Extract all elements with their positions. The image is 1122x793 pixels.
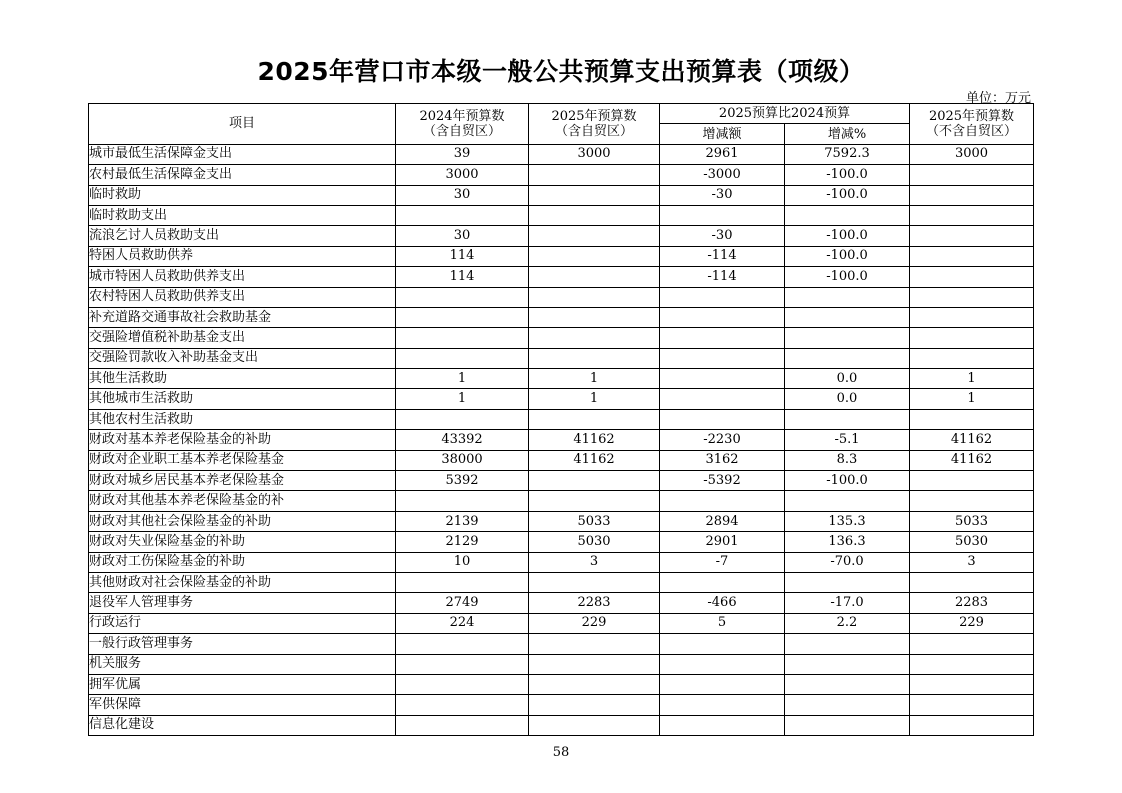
- cell-change-amount: [660, 389, 785, 409]
- cell-change-pct: -70.0: [785, 552, 910, 572]
- cell-2025: [529, 654, 660, 674]
- table-row: [89, 471, 1034, 491]
- cell-2025-excl: [910, 328, 1034, 348]
- cell-2024: [396, 715, 529, 735]
- cell-change-pct: [785, 715, 910, 735]
- cell-2025-excl: [910, 572, 1034, 592]
- table-row: [89, 552, 1034, 572]
- cell-change-pct: [785, 307, 910, 327]
- cell-change-pct: -100.0: [785, 471, 910, 491]
- cell-item-name: 其他农村生活救助: [89, 409, 396, 429]
- cell-item-name: 流浪乞讨人员救助支出: [89, 226, 396, 246]
- cell-change-amount: [660, 307, 785, 327]
- table-row: [89, 511, 1034, 531]
- cell-change-pct: -100.0: [785, 165, 910, 185]
- header-item: 项目: [89, 104, 396, 145]
- cell-item-name: 农村特困人员救助供养支出: [89, 287, 396, 307]
- table-row: [89, 144, 1034, 164]
- cell-2025-excl: [910, 205, 1034, 225]
- cell-2025: [529, 471, 660, 491]
- table-row: [89, 430, 1034, 450]
- cell-2024: [396, 674, 529, 694]
- cell-item-name: 交强险增值税补助基金支出: [89, 328, 396, 348]
- cell-change-amount: 2894: [660, 511, 785, 531]
- cell-change-amount: 5: [660, 613, 785, 633]
- cell-change-pct: 136.3: [785, 532, 910, 552]
- cell-2025-excl: [910, 634, 1034, 654]
- cell-2024: 1: [396, 369, 529, 389]
- table-row: [89, 715, 1034, 735]
- cell-change-amount: [660, 409, 785, 429]
- header-2024-budget: [396, 104, 529, 145]
- cell-item-name: 信息化建设: [89, 715, 396, 735]
- cell-2024: 38000: [396, 450, 529, 470]
- page-number: 58: [552, 745, 570, 760]
- cell-item-name: 财政对基本养老保险基金的补助: [89, 430, 396, 450]
- cell-change-pct: 0.0: [785, 389, 910, 409]
- cell-item-name: 财政对城乡居民基本养老保险基金: [89, 471, 396, 491]
- cell-2024: [396, 491, 529, 511]
- table-row: [89, 634, 1034, 654]
- cell-item-name: 补充道路交通事故社会救助基金: [89, 307, 396, 327]
- header-change-pct: 增减%: [785, 124, 910, 144]
- cell-change-amount: [660, 572, 785, 592]
- cell-2024: [396, 328, 529, 348]
- header-2025-budget-line1: 2025年预算数: [551, 108, 637, 124]
- header-2025-budget-excl: [910, 104, 1034, 145]
- table-row: [89, 572, 1034, 592]
- cell-2025: 41162: [529, 430, 660, 450]
- cell-change-amount: [660, 205, 785, 225]
- cell-change-pct: [785, 205, 910, 225]
- cell-2024: [396, 654, 529, 674]
- cell-change-pct: -5.1: [785, 430, 910, 450]
- cell-2025: [529, 226, 660, 246]
- cell-item-name: 特困人员救助供养: [89, 246, 396, 266]
- cell-item-name: 财政对其他基本养老保险基金的补: [89, 491, 396, 511]
- cell-change-pct: -100.0: [785, 246, 910, 266]
- cell-2025: [529, 246, 660, 266]
- cell-item-name: 机关服务: [89, 654, 396, 674]
- cell-2025-excl: 3: [910, 552, 1034, 572]
- cell-2024: 224: [396, 613, 529, 633]
- table-body: [89, 144, 1034, 735]
- cell-2025: [529, 715, 660, 735]
- cell-2025: 1: [529, 369, 660, 389]
- header-2024-budget-line1: 2024年预算数: [419, 108, 505, 124]
- table-row: [89, 165, 1034, 185]
- cell-item-name: 临时救助支出: [89, 205, 396, 225]
- cell-change-amount: -3000: [660, 165, 785, 185]
- table-row: [89, 348, 1034, 368]
- cell-item-name: 军供保障: [89, 695, 396, 715]
- cell-2025: [529, 307, 660, 327]
- cell-2024: 5392: [396, 471, 529, 491]
- cell-2024: 30: [396, 226, 529, 246]
- cell-change-pct: [785, 491, 910, 511]
- cell-2025-excl: 1: [910, 369, 1034, 389]
- cell-change-amount: [660, 287, 785, 307]
- cell-change-amount: -5392: [660, 471, 785, 491]
- header-compare: 2025预算比2024预算: [660, 104, 910, 124]
- cell-change-pct: -17.0: [785, 593, 910, 613]
- cell-2024: [396, 695, 529, 715]
- cell-change-pct: 0.0: [785, 369, 910, 389]
- cell-2025-excl: [910, 348, 1034, 368]
- cell-2024: [396, 409, 529, 429]
- cell-2024: [396, 205, 529, 225]
- cell-change-pct: 8.3: [785, 450, 910, 470]
- cell-item-name: 行政运行: [89, 613, 396, 633]
- cell-2024: 10: [396, 552, 529, 572]
- cell-item-name: 一般行政管理事务: [89, 634, 396, 654]
- cell-change-pct: 7592.3: [785, 144, 910, 164]
- cell-2025-excl: 41162: [910, 430, 1034, 450]
- header-2025-excl-line2: （不含自贸区）: [926, 123, 1018, 139]
- cell-item-name: 拥军优属: [89, 674, 396, 694]
- cell-change-amount: [660, 654, 785, 674]
- cell-2025: 1: [529, 389, 660, 409]
- cell-2025-excl: [910, 185, 1034, 205]
- table-row: [89, 226, 1034, 246]
- cell-2025-excl: [910, 226, 1034, 246]
- cell-2025: [529, 674, 660, 694]
- table-row: [89, 532, 1034, 552]
- cell-2024: 114: [396, 267, 529, 287]
- table-row: [89, 185, 1034, 205]
- cell-2025-excl: [910, 287, 1034, 307]
- cell-2025-excl: [910, 654, 1034, 674]
- cell-change-pct: [785, 572, 910, 592]
- cell-item-name: 其他城市生活救助: [89, 389, 396, 409]
- cell-2024: 39: [396, 144, 529, 164]
- cell-2025-excl: [910, 307, 1034, 327]
- table-row: [89, 287, 1034, 307]
- cell-item-name: 财政对工伤保险基金的补助: [89, 552, 396, 572]
- cell-change-pct: [785, 409, 910, 429]
- cell-change-amount: -114: [660, 267, 785, 287]
- table-row: [89, 307, 1034, 327]
- cell-change-amount: 2901: [660, 532, 785, 552]
- cell-2024: [396, 634, 529, 654]
- cell-item-name: 财政对失业保险基金的补助: [89, 532, 396, 552]
- cell-change-amount: [660, 715, 785, 735]
- cell-2025-excl: 5030: [910, 532, 1034, 552]
- cell-2025: 229: [529, 613, 660, 633]
- cell-item-name: 其他生活救助: [89, 369, 396, 389]
- cell-2025: 2283: [529, 593, 660, 613]
- cell-2024: 3000: [396, 165, 529, 185]
- table-row: [89, 450, 1034, 470]
- table-row: [89, 328, 1034, 348]
- cell-2025: [529, 409, 660, 429]
- header-2025-excl-line1: 2025年预算数: [928, 108, 1015, 124]
- cell-change-pct: 135.3: [785, 511, 910, 531]
- table-row: [89, 695, 1034, 715]
- cell-item-name: 财政对其他社会保险基金的补助: [89, 511, 396, 531]
- cell-2025-excl: [910, 267, 1034, 287]
- table-row: [89, 593, 1034, 613]
- page-title: 2025年营口市本级一般公共预算支出预算表（项级）: [257, 57, 865, 86]
- cell-2024: 43392: [396, 430, 529, 450]
- cell-2025: [529, 634, 660, 654]
- cell-2024: 30: [396, 185, 529, 205]
- cell-2025-excl: 5033: [910, 511, 1034, 531]
- cell-item-name: 退役军人管理事务: [89, 593, 396, 613]
- header-2025-budget: [529, 104, 660, 145]
- cell-2025-excl: [910, 471, 1034, 491]
- table-row: [89, 246, 1034, 266]
- cell-item-name: 农村最低生活保障金支出: [89, 165, 396, 185]
- cell-2025-excl: [910, 715, 1034, 735]
- cell-2024: 2749: [396, 593, 529, 613]
- cell-2025: [529, 491, 660, 511]
- cell-change-pct: [785, 348, 910, 368]
- cell-2025: 41162: [529, 450, 660, 470]
- cell-2025: [529, 287, 660, 307]
- cell-item-name: 城市特困人员救助供养支出: [89, 267, 396, 287]
- cell-2025: [529, 348, 660, 368]
- cell-change-amount: [660, 634, 785, 654]
- cell-change-amount: -7: [660, 552, 785, 572]
- cell-change-amount: [660, 491, 785, 511]
- table-row: [89, 654, 1034, 674]
- cell-change-amount: -30: [660, 185, 785, 205]
- cell-2025-excl: 41162: [910, 450, 1034, 470]
- cell-change-pct: -100.0: [785, 267, 910, 287]
- cell-2025: 3: [529, 552, 660, 572]
- cell-2025-excl: 229: [910, 613, 1034, 633]
- cell-2024: [396, 307, 529, 327]
- table-row: [89, 369, 1034, 389]
- cell-2025-excl: 1: [910, 389, 1034, 409]
- cell-change-pct: [785, 695, 910, 715]
- table-row: [89, 267, 1034, 287]
- cell-2025: [529, 205, 660, 225]
- header-2024-budget-line2: （含自贸区）: [422, 123, 501, 139]
- cell-2025: [529, 165, 660, 185]
- cell-item-name: 交强险罚款收入补助基金支出: [89, 348, 396, 368]
- cell-2024: 114: [396, 246, 529, 266]
- header-2025-budget-line2: （含自贸区）: [554, 123, 633, 139]
- cell-2025-excl: [910, 165, 1034, 185]
- cell-change-amount: -466: [660, 593, 785, 613]
- cell-2024: [396, 572, 529, 592]
- cell-2025-excl: [910, 674, 1034, 694]
- cell-change-amount: -114: [660, 246, 785, 266]
- cell-change-amount: [660, 369, 785, 389]
- cell-change-amount: [660, 348, 785, 368]
- cell-2024: [396, 348, 529, 368]
- table-row: [89, 491, 1034, 511]
- cell-2024: [396, 287, 529, 307]
- table-row: [89, 613, 1034, 633]
- table-row: [89, 205, 1034, 225]
- cell-2025: [529, 185, 660, 205]
- header-change-amount: 增减额: [660, 124, 785, 144]
- cell-2024: 2139: [396, 511, 529, 531]
- table-row: [89, 674, 1034, 694]
- table-row: [89, 409, 1034, 429]
- cell-change-pct: [785, 674, 910, 694]
- cell-2025: 5030: [529, 532, 660, 552]
- cell-item-name: 其他财政对社会保险基金的补助: [89, 572, 396, 592]
- cell-item-name: 临时救助: [89, 185, 396, 205]
- cell-2024: 1: [396, 389, 529, 409]
- cell-2025: [529, 695, 660, 715]
- cell-2025-excl: [910, 695, 1034, 715]
- cell-change-amount: [660, 328, 785, 348]
- cell-change-pct: [785, 654, 910, 674]
- cell-change-amount: 2961: [660, 144, 785, 164]
- cell-2025: [529, 328, 660, 348]
- cell-change-pct: [785, 328, 910, 348]
- cell-change-pct: [785, 634, 910, 654]
- cell-change-amount: 3162: [660, 450, 785, 470]
- cell-item-name: 城市最低生活保障金支出: [89, 144, 396, 164]
- cell-2025-excl: [910, 246, 1034, 266]
- budget-table: [88, 103, 1034, 736]
- cell-2025-excl: [910, 409, 1034, 429]
- cell-2025: 3000: [529, 144, 660, 164]
- cell-change-pct: -100.0: [785, 226, 910, 246]
- cell-2025: [529, 572, 660, 592]
- cell-2025-excl: [910, 491, 1034, 511]
- cell-change-pct: -100.0: [785, 185, 910, 205]
- cell-change-amount: -2230: [660, 430, 785, 450]
- cell-change-amount: [660, 674, 785, 694]
- cell-change-amount: -30: [660, 226, 785, 246]
- cell-item-name: 财政对企业职工基本养老保险基金: [89, 450, 396, 470]
- cell-2025: [529, 267, 660, 287]
- cell-change-pct: [785, 287, 910, 307]
- cell-2024: 2129: [396, 532, 529, 552]
- cell-change-pct: 2.2: [785, 613, 910, 633]
- table-row: [89, 389, 1034, 409]
- cell-2025-excl: 2283: [910, 593, 1034, 613]
- cell-2025: 5033: [529, 511, 660, 531]
- unit-label: 单位：万元: [965, 91, 1031, 106]
- cell-2025-excl: 3000: [910, 144, 1034, 164]
- cell-change-amount: [660, 695, 785, 715]
